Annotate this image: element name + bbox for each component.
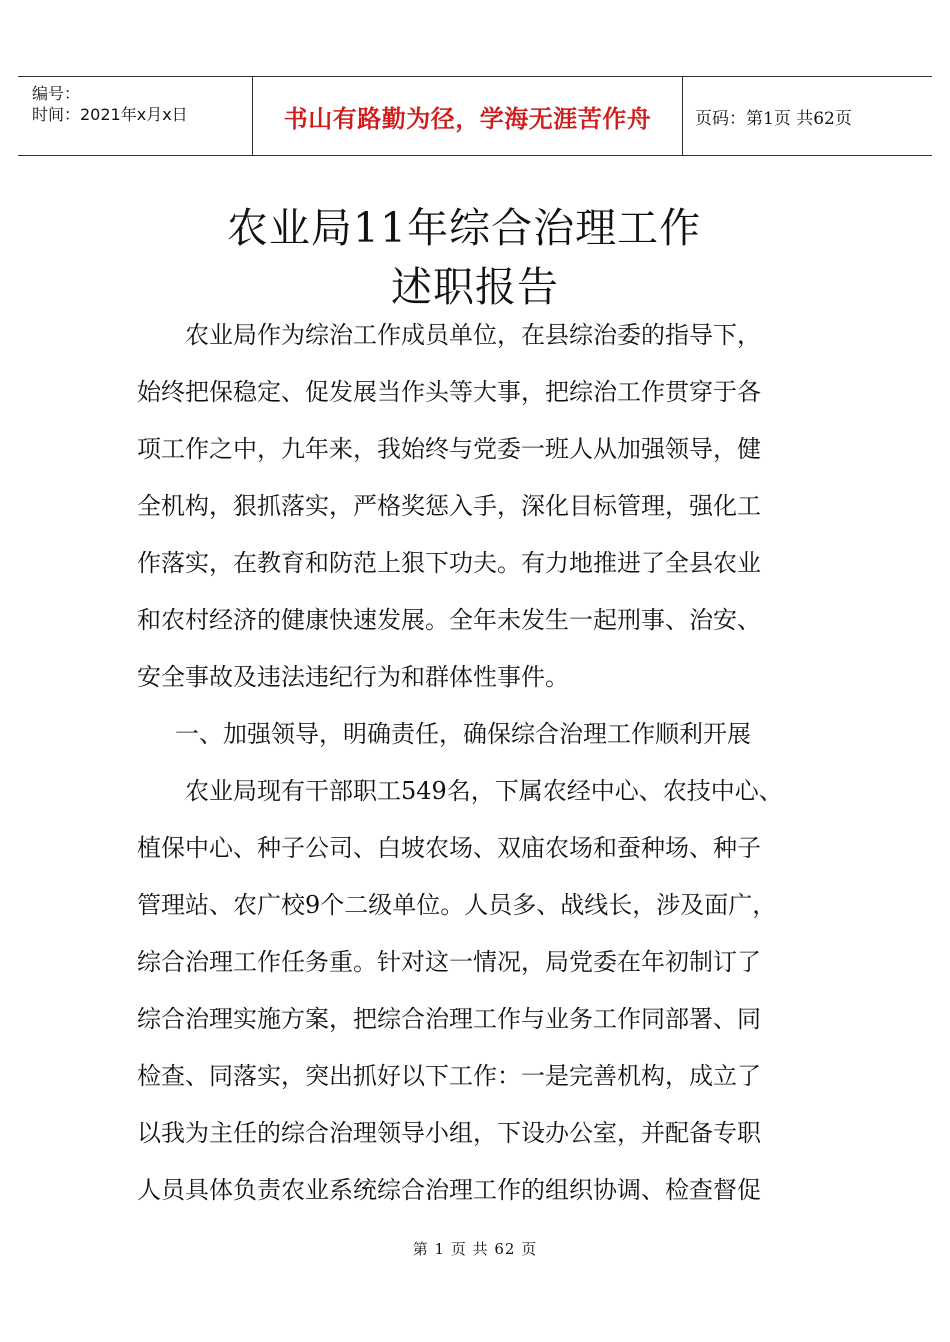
document-title-line1: 农业局11年综合治理工作 — [226, 204, 702, 252]
header-page-cell — [683, 77, 932, 155]
serial-number-label: 编号： — [32, 84, 81, 103]
body-line: 综合治理实施方案，把综合治理工作与业务工作同部署、同 — [137, 1005, 761, 1033]
document-title-line2: 述职报告 — [391, 263, 559, 311]
section-heading: 一、加强领导，明确责任，确保综合治理工作顺利开展 — [175, 720, 751, 748]
body-line: 项工作之中，九年来，我始终与党委一班人从加强领导，健 — [137, 435, 761, 463]
header-meta — [18, 77, 252, 155]
body-line: 全机构，狠抓落实，严格奖惩入手，深化目标管理，强化工 — [137, 492, 761, 520]
body-line: 和农村经济的健康快速发展。全年未发生一起刑事、治安、 — [137, 606, 761, 634]
page-footer: 第 1 页 共 62 页 — [412, 1240, 538, 1258]
body-line: 作落实，在教育和防范上狠下功夫。有力地推进了全县农业 — [137, 549, 761, 577]
body-line: 农业局作为综治工作成员单位，在县综治委的指导下， — [161, 321, 761, 349]
body-line: 管理站、农广校9个二级单位。人员多、战线长，涉及面广， — [137, 891, 777, 919]
page-info: 页码：第1页 共62页 — [695, 108, 852, 129]
body-line: 综合治理工作任务重。针对这一情况，局党委在年初制订了 — [137, 948, 761, 976]
document-header — [18, 76, 932, 156]
body-line: 检查、同落实，突出抓好以下工作：一是完善机构，成立了 — [137, 1062, 761, 1090]
body-line: 以我为主任的综合治理领导小组，下设办公室，并配备专职 — [137, 1119, 761, 1147]
body-line: 安全事故及违法违纪行为和群体性事件。 — [137, 663, 569, 691]
body-line: 人员具体负责农业系统综合治理工作的组织协调、检查督促 — [137, 1176, 761, 1204]
date-label: 时间：2021年x月x日 — [32, 105, 188, 124]
header-motto-cell — [252, 77, 683, 155]
body-line: 植保中心、种子公司、白坡农场、双庙农场和蚕种场、种子 — [137, 834, 761, 862]
motto-text: 书山有路勤为径，学海无涯苦作舟 — [283, 103, 652, 133]
body-line: 农业局现有干部职工549名，下属农经中心、农技中心、 — [161, 777, 783, 805]
body-line: 始终把保稳定、促发展当作头等大事，把综治工作贯穿于各 — [137, 378, 761, 406]
